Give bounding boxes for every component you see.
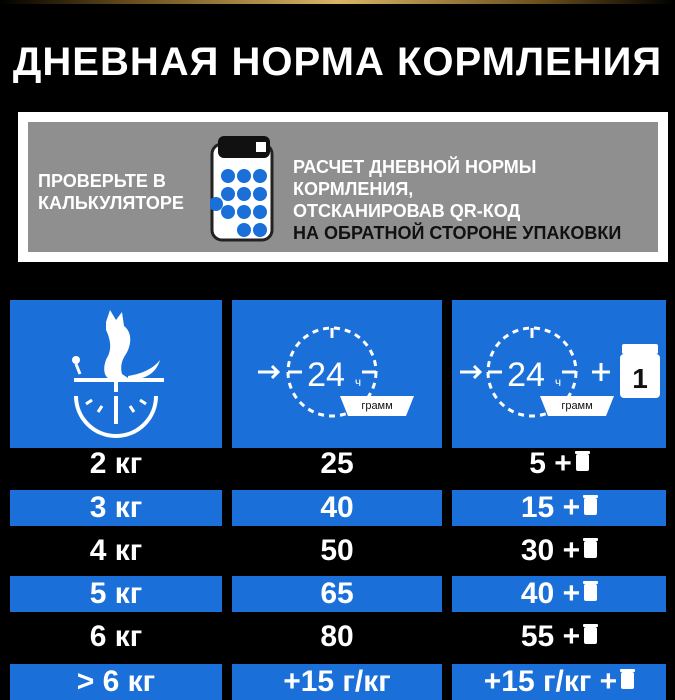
wet-food-value: 30 + xyxy=(520,534,581,567)
clock-number-2: 24 xyxy=(507,356,545,394)
header-dry-food xyxy=(232,300,442,448)
page-title: ДНЕВНАЯ НОРМА КОРМЛЕНИЯ xyxy=(12,40,663,84)
table-row xyxy=(0,576,675,612)
wet-food-value: 5 + xyxy=(529,447,572,480)
table-row xyxy=(0,490,675,526)
wet-food-cell xyxy=(452,576,666,612)
wet-food-cell xyxy=(452,490,666,526)
pouch-icon xyxy=(576,454,589,471)
pouch-icon xyxy=(584,584,597,601)
dry-food-cell: 40 xyxy=(232,490,442,526)
table-row xyxy=(0,664,675,700)
header-cat-weight xyxy=(10,300,222,448)
clock-unit: ч xyxy=(354,375,362,389)
calculator-description-line2: ОТСКАНИРОВАВ QR-КОД xyxy=(293,201,521,221)
weight-cell: 6 кг xyxy=(89,620,143,653)
clock-number: 24 xyxy=(307,356,345,394)
header-dry-and-wet-food xyxy=(452,300,666,448)
wet-food-cell xyxy=(452,533,666,569)
calculator-description-line3: НА ОБРАТНОЙ СТОРОНЕ УПАКОВКИ xyxy=(293,223,622,243)
weight-cell: 3 кг xyxy=(10,490,222,526)
bowl-label-2: грамм xyxy=(561,400,593,412)
dry-food-cell: 25 xyxy=(320,447,354,480)
weight-cell: 4 кг xyxy=(89,534,143,567)
weight-cell: > 6 кг xyxy=(10,664,222,700)
calculator-panel xyxy=(28,122,658,252)
calculator-icon xyxy=(210,136,280,242)
wet-food-value: 15 + xyxy=(520,491,581,524)
clock-bowl-pouch-icon xyxy=(452,300,666,448)
gold-divider xyxy=(0,0,675,4)
pouch-count: 1 xyxy=(632,363,648,394)
wet-food-value: 55 + xyxy=(520,620,581,653)
pouch-icon xyxy=(584,627,597,644)
table-row xyxy=(0,533,675,569)
dry-food-cell: 80 xyxy=(320,620,354,653)
table-row xyxy=(0,619,675,655)
calculator-description-line1: РАСЧЕТ ДНЕВНОЙ НОРМЫ КОРМЛЕНИЯ, xyxy=(293,157,537,199)
dry-food-cell: +15 г/кг xyxy=(232,664,442,700)
weight-cell: 2 кг xyxy=(89,447,143,480)
wet-food-cell xyxy=(452,619,666,655)
calculator-banner xyxy=(18,112,668,262)
calculator-prompt-line1: ПРОВЕРЬТЕ В xyxy=(38,171,166,191)
bowl-label: грамм xyxy=(361,400,393,412)
table-row xyxy=(0,446,675,482)
dry-food-cell: 65 xyxy=(232,576,442,612)
wet-food-value: +15 г/кг + xyxy=(483,665,618,698)
pouch-icon xyxy=(584,498,597,515)
wet-food-value: 40 + xyxy=(520,577,581,610)
calculator-prompt xyxy=(38,170,208,214)
cat-scale-icon xyxy=(10,300,222,448)
calculator-description xyxy=(293,156,653,244)
clock-unit-2: ч xyxy=(554,375,562,389)
wet-food-cell xyxy=(452,446,666,482)
clock-bowl-icon xyxy=(232,300,442,448)
wet-food-cell xyxy=(452,664,666,700)
weight-cell: 5 кг xyxy=(10,576,222,612)
dry-food-cell: 50 xyxy=(320,534,354,567)
calculator-prompt-line2: КАЛЬКУЛЯТОРЕ xyxy=(38,193,184,213)
pouch-icon xyxy=(621,672,634,689)
pouch-icon xyxy=(584,541,597,558)
